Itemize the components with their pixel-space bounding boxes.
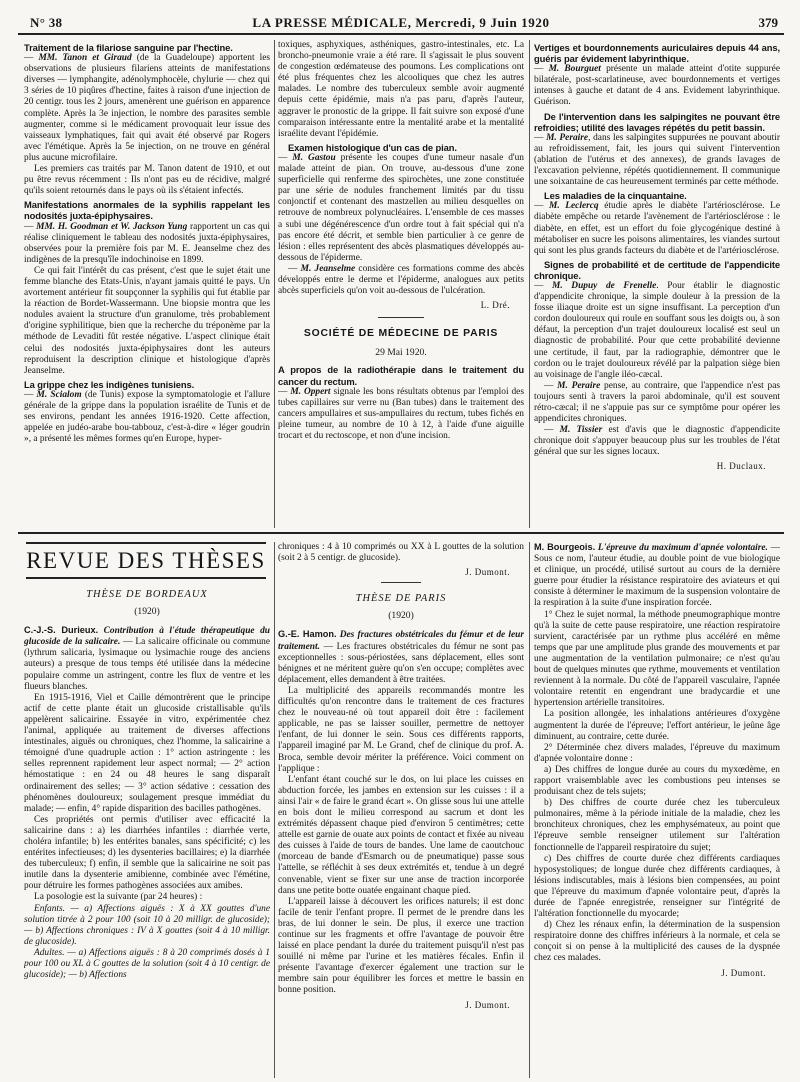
separator bbox=[381, 582, 421, 583]
paragraph: — M. Jeanselme considère ces formations comme des abcès développés entre le derme et l'épiderme, analogues aux petits abcès superficiels qu'on voit au-dessous de l'ulcération. bbox=[278, 263, 524, 297]
paragraph: Enfants. — a) Affections aiguës : X à XX gouttes d'une solution titrée à 2 pour 100 (soit 10 à 20 milligr. de glucoside); — b) Affections chroniques : IV à X gouttes (soit 4 à 10 milligr. de glucoside). bbox=[24, 903, 270, 947]
section-heading: Les maladies de la cinquantaine. bbox=[544, 190, 687, 202]
author-name: G.-E. Hamon. bbox=[278, 629, 337, 640]
paragraph: La multiplicité des appareils recommandés montre les difficultés qu'on rencontre dans le traitement de ces fractures chez le nouveau-né où tout appareil doit être : facilement applicable, ne pas se laisser souiller, permettre de nettoyer l'enfant, de lui donner le sein. Sous ces différents rapports, l'appareil imaginé par M. Le Grand, chef de clinique du prof. A. Broca, semble devoir mériter la préférence. Voici comment on l'applique : bbox=[278, 685, 524, 774]
author-name: M. Bourgeois. bbox=[534, 542, 596, 552]
paragraph: Ce qui fait l'intérêt du cas présent, c'est que le sujet était une femme blanche des Etats-Unis, n'ayant jamais quitté le pays. Un avortement antérieur fit soupçonner la syphilis qui fut établie par la réaction de Bordet-Wassermann. Une biopsie montra que les nodules avaient la structure d'un granulome, très probablement d'origine syphilitique, bien que la recherche du tréponème par la méthode de Levaditi fût restée négative. L'aspect clinique était celui des nodosités juxta-épiphysaires dont les auteurs reproduisent la description clinique et histologique d'après Jeanselme. bbox=[24, 265, 270, 376]
bottom-column-3 bbox=[534, 542, 780, 979]
section-heading: A propos de la radiothérapie dans le traitement du cancer du rectum. bbox=[278, 364, 524, 387]
paragraph: — MM. Tanon et Giraud (de la Guadeloupe) apportent les observations de plusieurs filariens atteints de manifestations diverses — lymphangite, adénolymphocèle, chylurie — chez qui 3 séries de 10 piqûres d'hectine, faites à raison d'une injection de 20 centigr. tous les 2 jours, amenèrent une guérison en apparence complète. Après la 3e injection, le nombre des parasites semble augmenter, comme si le médicament provoquait leur issue des vaisseaux lymphatiques, fait qui avait été observé par Rogers avec l'émétique. Après la 5e injection, on ne trouve en général plus aucune microfilaire. bbox=[24, 53, 270, 163]
these-heading: THÈSE DE PARIS bbox=[355, 593, 447, 605]
author-name: M. Jeanselme bbox=[300, 263, 356, 274]
signature: L. Dré. bbox=[480, 300, 510, 311]
author-name: M. Leclercq bbox=[549, 201, 599, 212]
paragraph: — M. Gastou présente les coupes d'une tumeur nasale d'un malade atteint de pian. On trouve, au-dessous d'une zone superficielle qui renferme des spirochètes, une zone constituée par une série de nodules franchement limités par du tissu conjonctif et contenant des mastzellen au milieu desquelles on retrouve de nombreux polynucléaires. L'ensemble de ces masses a subi une dégénérescence d'un ordre tout à fait spécial qui n'a pas encore été décrit, et semble bien particulier à ce genre de lésion : elles représentent des abcès plasmatiques développés au-dessous de l'épiderme. bbox=[278, 152, 524, 263]
paragraph: — M. Peraire, dans les salpingites suppurées ne pouvant aboutir au refroidissement, fait, les jours qui suivent l'intervention (ablation de l'utérus et des annexes), de grands lavages de l'excavation pelvienne, répétés quotidiennement. Il communique une soixantaine de cas heureusement terminés par cette méthode. bbox=[534, 132, 780, 188]
author-name: M. Scialom bbox=[36, 389, 82, 400]
author-name: M. Gastou bbox=[292, 152, 336, 163]
paragraph: M. Bourgeois. L'épreuve du maximum d'apnée volontaire. — Sous ce nom, l'auteur étudie, au double point de vue biologique et clinique, un procédé, utilisé surtout au cours de la dernière guerre pour étudier la résistance respiratoire des aviateurs et qui consiste à déterminer le maximum de la suspension volontaire de la respiration à la suite d'une inspiration forcée. bbox=[534, 542, 780, 609]
signature: J. Dumont. bbox=[465, 567, 510, 578]
signature: J. Dumont. bbox=[465, 999, 510, 1010]
these-year: (1920) bbox=[134, 606, 160, 618]
paragraph: toxiques, asphyxiques, asthéniques, gastro-intestinales, etc. La broncho-pneumonie vraie a été rare. Il s'agissait le plus souvent de congestion œdémateuse des poumons. Les complications ont été plus fréquentes chez les alcooliques que chez les autres malades. Le nombre des tuberculeux semble avoir augmenté depuis cette épidémie, mais n'a pas paru, d'après l'auteur, aggraver le pronostic de la grippe. Il fait suivre son exposé d'une comparaison intéressante entre la mentalité arabe et la mentalité israélite devant l'épidémie. bbox=[278, 40, 524, 139]
paragraph: — M. Leclercq étudie après le diabète l'artériosclérose. Le diabète empêche ou retarde l'avènement de l'artériosclérose : le diabète, en effet, est un effort du foie glycogénique destiné à métaboliser en sucre les poisons alimentaires, les viandes surtout qui sont les plus grands facteurs du diabète et de l'artériosclérose. bbox=[534, 201, 780, 256]
newspaper-page bbox=[18, 0, 784, 1082]
paragraph: — M. Oppert signale les bons résultats obtenus par l'emploi des tubes capillaires sur verre nu (Ban tubes) dans le traitement des cancers ampullaires et sus-ampullaires du rectum, tubes fichés en pleine tumeur, au nombre de 10 à 12, à l'aide d'une aiguille trocart et du rectoscope, et non d'une incision. bbox=[278, 386, 524, 441]
paragraph: Adultes. — a) Affections aiguës : 8 à 20 comprimés dosés à 1 pour 100 ou XL à C gouttes de la solution (soit 4 à 10 centigr. de glucoside); — b) Affections bbox=[24, 947, 270, 981]
paragraph: — M. Bourguet présente un malade atteint d'otite suppurée bilatérale, post-scarlatineuse, avec bourdonnements et vertiges intenses à gauche et datant de 4 ans. Evidement labyrinthique. Guérison. bbox=[534, 64, 780, 108]
signature: H. Duclaux. bbox=[716, 461, 766, 472]
author-name: M. Peraire bbox=[546, 132, 589, 143]
paragraph: — M. Peraire pense, au contraire, que l'appendice n'est pas toujours senti à travers la paroi abdominale, qu'il est souvent rétro-cæcal; il ne s'appuie pas sur ce symptôme pour opérer les appendicites chroniques. bbox=[534, 380, 780, 425]
thesis-title: Contribution à l'étude thérapeutique du glucoside de la salicaire. bbox=[24, 626, 270, 648]
section-heading: Manifestations anormales de la syphilis rappelant les nodosités juxta-épiphysaires. bbox=[24, 199, 270, 222]
paragraph: Ces propriétés ont permis d'utiliser avec efficacité la salicairine dans : a) les diarrhées infantiles : diarrhée verte, choléra infantile; b) les entérites banales, sans spécificité; c) les entérites infectieuses; d) les dysenteries bacillaires; e) la diarrhée des tuberculeux; f) enfin, il semble que la salicairine ne soit pas inutile dans la dysenterie amibienne, combinée avec l'émétine, pour détruire les formes pathogènes associées aux amibes. bbox=[24, 814, 270, 892]
paragraph: — MM. H. Goodman et W. Jackson Yung rapportent un cas qui réalise cliniquement le tableau des nodosités juxta-épiphysaires, observées pour la première fois par M. E. Jeanselme chez des indigènes de la presqu'île indochinoise en 1899. bbox=[24, 221, 270, 265]
these-heading: THÈSE DE BORDEAUX bbox=[86, 589, 208, 600]
running-head bbox=[18, 15, 784, 33]
paragraph: a) Des chiffres de longue durée au cours du myxœdème, en rapport vraisemblable avec les combustions peu intenses se produisant chez de tels sujets; bbox=[534, 764, 780, 798]
top-column-2 bbox=[278, 40, 524, 442]
publication-title: LA PRESSE MÉDICALE, Mercredi, 9 Juin 1920 bbox=[252, 15, 550, 30]
author-name: C.-J.-S. Durieux. bbox=[24, 625, 99, 636]
column-rule bbox=[529, 40, 530, 528]
thesis-title: Des fractures obstétricales du fémur et de leur traitement. bbox=[278, 630, 524, 652]
paragraph: 2° Déterminée chez divers malades, l'épreuve du maximum d'apnée volontaire donne : bbox=[534, 742, 780, 764]
header-rule bbox=[18, 33, 784, 35]
revue-header bbox=[26, 542, 266, 579]
top-column-1 bbox=[24, 40, 270, 445]
paragraph: b) Des chiffres de courte durée chez les tuberculeux pulmonaires, même à la période initiale de la maladie, chez les bronchiteux chroniques, chez les emphysémateux, au point que l'épreuve semble renseigner utilement sur l'altération fonctionnelle de l'appareil respiratoire du sujet; bbox=[534, 798, 780, 853]
paragraph: En 1915-1916, Viel et Caille démontrèrent que le principe actif de cette plante était un glucoside cristallisable qu'ils appelèrent salicairine. Essayée in vitro, expérimentée chez l'animal, appliquée au traitement de diverses affections intestinales, aiguës ou chroniques, chez l'homme, la salicairine a témoigné d'une quadruple action : 1° action astringente : les selles reprennent rapidement leur aspect normal; — 2° action hémostatique : en 24 ou 48 heures le sang disparaît ordinairement des selles; — 3° action sédative : cessation des phénomènes douloureux; soulagement presque immédiat du malade; — enfin, 4° rapide disparition des bacilles pathogènes. bbox=[24, 692, 270, 814]
column-rule bbox=[274, 542, 275, 1078]
thesis-title: L'épreuve du maximum d'apnée volontaire. bbox=[597, 543, 768, 553]
column-rule bbox=[274, 40, 275, 528]
paragraph: — M. Scialom (de Tunis) expose la symptomatologie et l'allure générale de la grippe dans la population israélite de Tunis et de ses environs, pendant les années 1916-1920. Cette affection, appelée en judéo-arabe bou-tabbouz, c'est-à-dire « léger goudrin », a présenté les mêmes formes qu'en Europe, hyper- bbox=[24, 389, 270, 445]
section-heading: Traitement de la filariose sanguine par l'hectine. bbox=[24, 42, 233, 53]
section-heading: Examen histologique d'un cas de pian. bbox=[288, 141, 457, 153]
paragraph: — M. Tissier est d'avis que le diagnostic d'appendicite chronique doit s'appuyer beaucoup plus sur les troubles de l'état général que sur les signes locaux. bbox=[534, 425, 780, 458]
author-name: MM. H. Goodman et W. Jackson Yung bbox=[36, 221, 188, 232]
paragraph: c) Des chiffres de courte durée chez différents cardiaques hyposystoliques; de longue durée chez différents cardiaques, à lésions indiscutables, mais à lésions bien compensées, au point que l'épreuve du maximum d'apnée volontaire peut, d'après la durée de l'apnée enregistrée, renseigner sur l'intégrité de l'altération fonctionnelle du myocarde; bbox=[534, 853, 780, 920]
revue-title: REVUE DES THÈSES bbox=[26, 548, 266, 573]
issue-number: N° 38 bbox=[30, 15, 63, 30]
paragraph: La position allongée, les inhalations antérieures d'oxygène augmentent la durée de l'épreuve; l'effort antérieur, le jeûne âge diminuent, au contraire, cette durée. bbox=[534, 709, 780, 742]
bottom-section bbox=[18, 542, 784, 1078]
author-name: M. Dupuy de Frenelle bbox=[552, 280, 657, 291]
top-section bbox=[18, 40, 784, 528]
author-name: MM. Tanon et Giraud bbox=[38, 53, 132, 64]
society-date: 29 Mai 1920. bbox=[375, 347, 427, 359]
section-heading: La grippe chez les indigènes tunisiens. bbox=[24, 378, 195, 390]
paragraph: — M. Dupuy de Frenelle. Pour établir le diagnostic d'appendicite chronique, la simple douleur à la pression de la fosse iliaque droite est un signe insuffisant. La perception d'un cordon douloureux qui roule en souffant sous les doigts ou, à son défaut, la perception d'un trajet douloureux localisé est seul un diagnostic de probabilité. Pour que cette probabilité devienne une certitude, il faut, par la radiographie, démontrer que le cordon ou le trajet douloureux révélé par la palpation siège bien au voisinage de l'angle iléo-cæcal. bbox=[534, 280, 780, 380]
these-year: (1920) bbox=[388, 610, 414, 622]
section-heading: Signes de probabilité et de certitude de l'appendicite chronique. bbox=[534, 258, 780, 281]
paragraph: chroniques : 4 à 10 comprimés ou XX à L gouttes de la solution (soit 2 à 5 centigr. de glucoside). bbox=[278, 542, 524, 564]
paragraph: L'appareil laisse à découvert les orifices naturels; il est donc facile de tenir l'enfant propre. Il permet de le prendre dans les bras, de lui donner le sein. De plus, il exerce une traction continue sur les fragments et offre l'avantage de pouvoir être laissé en place pendant la durée du traitement puisqu'il n'est pas souillé ni même par l'urine et les matières fécales. Enfin il présente l'avantage d'exercer également une traction sur le membre sain pour équilibrer les forces et mettre le bassin en bonne position. bbox=[278, 896, 524, 996]
paragraph: 1° Chez le sujet normal, la méthode pneumographique montre qu'à la suite de cette pause respiratoire, une réaction respiratoire survient, caractérisée par un rythme plus accéléré en même temps que par une amplitude plus grande des mouvements et par une augmentation de la ventilation pulmonaire; ce n'est qu'au bout de quelques minutes que rythme, mouvements et ventilation reviennent à la normale. Du côté de l'appareil vasculaire, l'apnée volontaire retentit en engendrant une bradycardie et une hypertension artérielle transitoires. bbox=[534, 609, 780, 709]
paragraph: C.-J.-S. Durieux. Contribution à l'étude thérapeutique du glucoside de la salicaire. — La salicaire officinale ou commune (lythrum salicaria, lysimaque ou lysimachie rouge des anciens auteurs) a presque de tous temps été utilisée dans la médecine populaire comme un astringent, contre les flux de ventre et les flueurs blanches. bbox=[24, 625, 270, 692]
society-heading: SOCIÉTÉ DE MÉDECINE DE PARIS bbox=[303, 328, 499, 340]
separator bbox=[378, 317, 424, 318]
author-name: M. Bourguet bbox=[548, 64, 601, 75]
top-column-3 bbox=[534, 40, 780, 473]
paragraph: G.-E. Hamon. Des fractures obstétricales du fémur et de leur traitement. — Les fractures obstétricales du fémur ne sont pas exceptionnelles : sous-périostées, sans déplacement, elles sont bénignes et ne méritent guère qu'on s'en occupe; complètes avec déplacement, elles demandent à être traitées. bbox=[278, 629, 524, 685]
bottom-column-2 bbox=[278, 542, 524, 1011]
section-heading: De l'intervention dans les salpingites ne pouvant être refroidies; utilité des lavages répétés du petit bassin. bbox=[534, 110, 780, 133]
paragraph: La posologie est la suivante (par 24 heures) : bbox=[34, 892, 203, 903]
paragraph: L'enfant étant couché sur le dos, on lui place les cuisses en abduction forcée, les jambes en extension sur les cuisses : il a ainsi l'air « de faire le grand écart ». On glisse sous lui une attelle en bois dont le milieu correspond au sacrum et dont les extrémités dépassent chaque pied d'environ 5 centimètres; cette attelle est garnie de ouate aux points de contact et fixée au niveau des cuisses à l'aide de tours de bandes. Une lame de caoutchouc (morceau de bande d'Esmarch ou de pneumatique) passe sous l'attelle, se réfléchit à ses deux extrémités et, tendue à un degré convenable, vient se fixer sur une anse de traction incorporée dans une petite botte ouatée engainant chaque pied. bbox=[278, 774, 524, 896]
section-divider bbox=[18, 532, 784, 534]
section-heading: Vertiges et bourdonnements auriculaires depuis 44 ans, guéris par évidement labyrinthique. bbox=[534, 42, 780, 65]
author-name: M. Oppert bbox=[290, 386, 331, 397]
author-name: M. Peraire bbox=[557, 380, 601, 391]
page-number: 379 bbox=[758, 15, 778, 30]
bottom-column-1 bbox=[24, 542, 270, 981]
author-name: M. Tissier bbox=[559, 425, 603, 436]
paragraph: d) Chez les rénaux enfin, la détermination de la suspension respiratoire donne des chiffres inférieurs à la normale, et cela se conçoit si on pense à la multiplicité des causes de la dyspnée chez ces malades. bbox=[534, 920, 780, 964]
signature: J. Dumont. bbox=[721, 967, 766, 978]
paragraph: Les premiers cas traités par M. Tanon datent de 1910, et out pu être revus récemment : Ils n'ont pas eu de récidive, malgré qu'ils soient retournés dans le pays où ils s'étaient infectés. bbox=[24, 164, 270, 197]
column-rule bbox=[529, 542, 530, 1078]
